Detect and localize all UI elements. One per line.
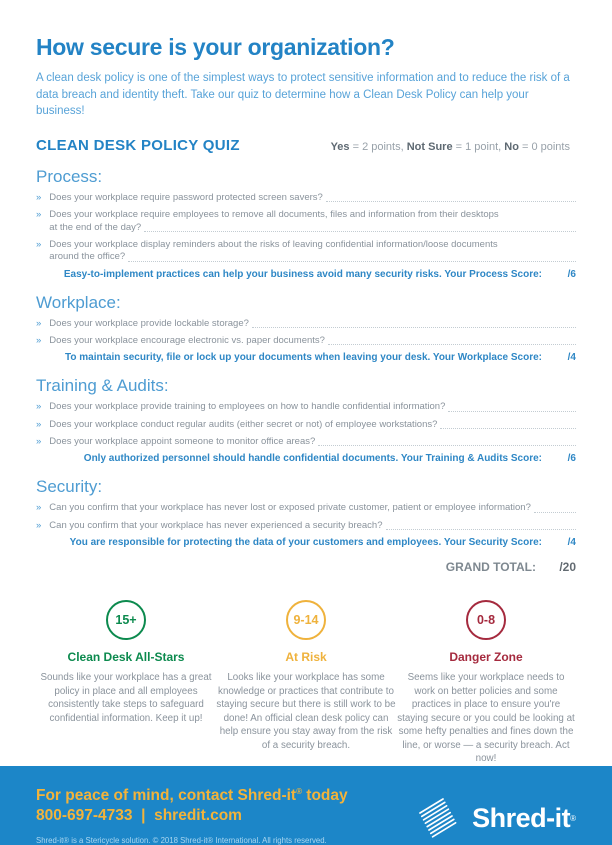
question-text: Does your workplace provide lockable storage? xyxy=(49,317,249,329)
result-clean-desk-all-stars xyxy=(36,600,216,766)
quiz-question xyxy=(36,520,576,532)
score-range-badge: 0-8 xyxy=(466,600,506,640)
section-heading: Training & Audits: xyxy=(36,376,169,396)
logo-wordmark: Shred-it xyxy=(472,803,571,834)
grand-total-label: GRAND TOTAL: xyxy=(445,560,536,575)
chevron-bullet-icon: » xyxy=(36,418,42,430)
result-description: Looks like your workplace has some knowledge or practices that contribute to staying secure but there is still work to be done! An official clean desk policy can help ensure you stay away from the risk of a security breach. xyxy=(216,672,396,751)
website-link[interactable]: shredit.com xyxy=(154,807,242,825)
question-text: Can you confirm that your workplace has never lost or exposed private customer, patient or employee information? xyxy=(49,502,531,514)
footer-contact-block xyxy=(36,786,348,845)
legend-yes-value: = 2 points, xyxy=(349,141,407,154)
section-score-line xyxy=(36,269,576,280)
result-title: Danger Zone xyxy=(449,650,523,665)
section-score-line xyxy=(36,352,576,363)
quiz-question xyxy=(36,318,576,330)
question-text: Does your workplace provide training to employees on how to handle confidential information? xyxy=(49,401,446,413)
legend-notsure-value: = 1 point, xyxy=(452,141,505,154)
result-description: Sounds like your workplace has a great policy in place and all employees consistently take steps to safeguard confidential information. Keep it up! xyxy=(40,672,212,724)
results-row xyxy=(36,600,576,766)
question-text: Does your workplace require employees to remove all documents, files and information from their desktops xyxy=(49,209,499,221)
registered-trademark-symbol: ® xyxy=(570,814,576,824)
shredded-paper-icon xyxy=(418,798,462,840)
registered-trademark-symbol: ® xyxy=(296,786,302,796)
footer-cta-heading: For peace of mind, contact Shred-it® today xyxy=(36,786,348,804)
section-process xyxy=(36,167,576,280)
dotted-leader xyxy=(128,251,576,261)
legal-fine-print: Shred-it® is a Stericycle solution. © 2018 Shred-it® International. All rights reserved. xyxy=(36,835,327,845)
chevron-bullet-icon: » xyxy=(36,335,42,347)
scoring-legend xyxy=(331,141,570,153)
section-security xyxy=(36,477,576,548)
quiz-question xyxy=(36,192,576,204)
score-text: You are responsible for protecting the data of your customers and employees. Your Security Score: xyxy=(69,537,542,549)
quiz-question xyxy=(36,502,576,514)
chevron-bullet-icon: » xyxy=(36,401,42,413)
dotted-leader xyxy=(252,318,576,328)
dotted-leader xyxy=(440,419,576,429)
section-heading: Security: xyxy=(36,477,103,497)
footer-banner xyxy=(0,766,612,845)
grand-total-line xyxy=(36,560,576,574)
quiz-question xyxy=(36,401,576,413)
chevron-bullet-icon: » xyxy=(36,502,42,514)
chevron-bullet-icon: » xyxy=(36,209,42,221)
score-range-badge: 9-14 xyxy=(286,600,326,640)
score-text: Easy-to-implement practices can help your business avoid many security risks. Your Process Score: xyxy=(63,268,542,280)
dotted-leader xyxy=(386,520,577,530)
section-workplace xyxy=(36,293,576,364)
phone-number: 800-697-4733 xyxy=(36,807,133,825)
quiz-question xyxy=(36,239,576,264)
chevron-bullet-icon: » xyxy=(36,317,42,329)
grand-total-value: /20 xyxy=(559,560,576,575)
question-text: Does your workplace require password protected screen savers? xyxy=(49,192,323,204)
intro-paragraph: A clean desk policy is one of the simplest ways to protect sensitive information and to reduce the risk of a data breach and identity theft. Take our quiz to determine how a Clean Desk Policy can help your business! xyxy=(36,72,570,118)
result-title: Clean Desk All-Stars xyxy=(67,650,185,665)
result-description: Seems like your workplace needs to work on better policies and some practices in place to ensure you're staying secure or you could be looking at some hefty penalties and fines down the line, or worse — a security breach. Act now! xyxy=(397,672,575,765)
question-text: Can you confirm that your workplace has never experienced a security breach? xyxy=(49,519,383,531)
chevron-bullet-icon: » xyxy=(36,239,42,251)
score-value: /6 xyxy=(567,453,576,465)
shredit-logo xyxy=(418,798,576,840)
quiz-title: CLEAN DESK POLICY QUIZ xyxy=(36,137,240,155)
score-text: To maintain security, file or lock up your documents when leaving your desk. Your Workplace Score: xyxy=(65,352,542,364)
section-heading: Process: xyxy=(36,167,103,187)
legend-yes-label: Yes xyxy=(330,141,350,154)
score-value: /6 xyxy=(567,268,576,280)
chevron-bullet-icon: » xyxy=(36,436,42,448)
quiz-question xyxy=(36,335,576,347)
dotted-leader xyxy=(328,335,576,345)
section-heading: Workplace: xyxy=(36,292,121,312)
quiz-question xyxy=(36,436,576,448)
score-text: Only authorized personnel should handle confidential documents. Your Training & Audits Score: xyxy=(83,453,542,465)
dotted-leader xyxy=(144,222,576,232)
score-value: /4 xyxy=(567,537,576,549)
question-text: at the end of the day? xyxy=(49,221,142,233)
section-score-line xyxy=(36,537,576,548)
dotted-leader xyxy=(534,502,576,512)
question-text: around the office? xyxy=(49,251,126,263)
question-text: Does your workplace display reminders about the risks of leaving confidential information/loose documents xyxy=(49,239,498,251)
result-danger-zone xyxy=(396,600,576,766)
page-title: How secure is your organization? xyxy=(36,34,395,60)
question-text: Does your workplace encourage electronic vs. paper documents? xyxy=(49,335,325,347)
legend-notsure-label: Not Sure xyxy=(406,141,453,154)
quiz-header-row xyxy=(36,137,576,154)
legend-no-value: = 0 points xyxy=(518,141,570,154)
dotted-leader xyxy=(326,192,576,202)
quiz-question xyxy=(36,209,576,234)
divider: | xyxy=(132,807,155,825)
result-title: At Risk xyxy=(285,650,327,665)
quiz-question xyxy=(36,419,576,431)
result-at-risk xyxy=(216,600,396,766)
chevron-bullet-icon: » xyxy=(36,192,42,204)
section-training-audits xyxy=(36,376,576,464)
dotted-leader xyxy=(318,436,576,446)
question-text: Does your workplace appoint someone to monitor office areas? xyxy=(49,436,316,448)
question-text: Does your workplace conduct regular audits (either secret or not) of employee workstations? xyxy=(49,418,438,430)
chevron-bullet-icon: » xyxy=(36,519,42,531)
legend-no-label: No xyxy=(504,141,519,154)
dotted-leader xyxy=(448,401,576,411)
score-value: /4 xyxy=(567,352,576,364)
score-range-badge: 15+ xyxy=(106,600,146,640)
footer-contact-line xyxy=(36,806,348,826)
section-score-line xyxy=(36,453,576,464)
